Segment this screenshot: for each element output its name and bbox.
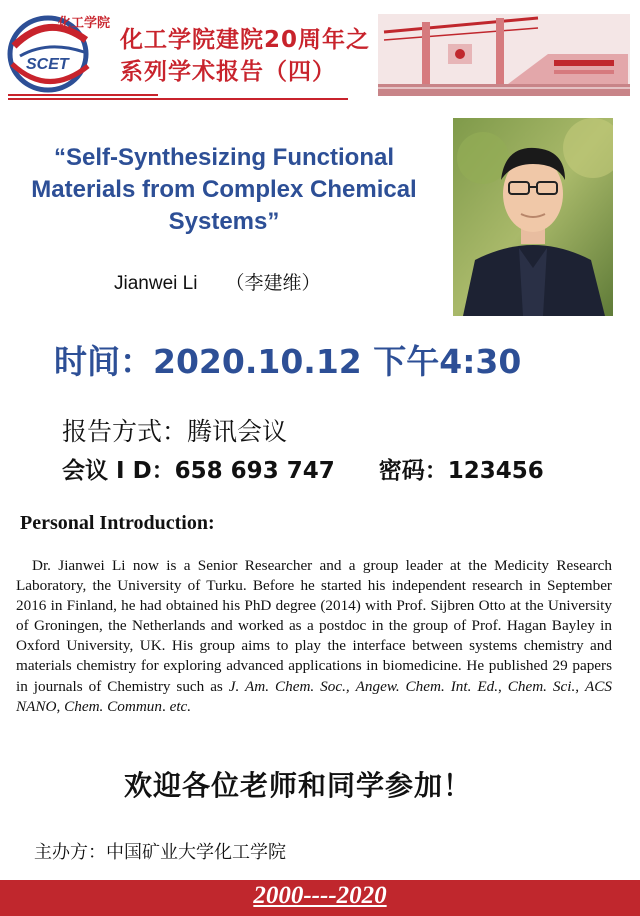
logo-abbr: SCET bbox=[26, 56, 69, 73]
campus-gate-illustration bbox=[378, 14, 630, 96]
header-title-line1: 化工学院建院20周年之 bbox=[120, 27, 371, 53]
intro-etc: etc. bbox=[169, 697, 192, 715]
speaker-name bbox=[114, 268, 320, 295]
header-divider-short bbox=[8, 94, 158, 96]
speaker-name-cn: （李建维） bbox=[225, 272, 321, 294]
meeting-info bbox=[62, 452, 544, 485]
meeting-mode: 报告方式：腾讯会议 bbox=[62, 417, 288, 446]
meeting-password: 密码：123456 bbox=[378, 458, 544, 484]
organizer: 主办方：中国矿业大学化工学院 bbox=[34, 842, 286, 863]
journal-chem-sci: Chem. Sci. bbox=[507, 677, 576, 695]
intro-heading: Personal Introduction: bbox=[20, 512, 215, 534]
logo-text: 化工学院 bbox=[58, 16, 111, 31]
journal-chem-commun: Chem. Commun bbox=[64, 697, 162, 715]
talk-time: 时间：2020.10.12 下午4:30 bbox=[54, 342, 522, 381]
talk-title bbox=[0, 142, 448, 238]
meeting-id: 会议 I D：658 693 747 bbox=[62, 458, 335, 484]
speaker-photo bbox=[453, 118, 613, 316]
intro-text: Dr. Jianwei Li now is a Senior Researcher and a group leader at the Medicity Research Laboratory, the University of Turku. Before he started his independent research in September 2016 in Finland, he had obtained his PhD degree (2014) with Prof. Sijbren Otto at the University of Groningen, the Netherlands and worked as a postdoc in the group of Prof. Hagan Bayley in Oxford University, UK. His group aims to play the interface between systems chemistry and materials chemistry for exploring advanced applications in biomedicine. He published 29 papers in journals of Chemistry such as bbox=[16, 557, 612, 695]
journal-jacs: J. Am. Chem. Soc., bbox=[228, 677, 350, 695]
journal-acs-nano: ACS NANO bbox=[16, 677, 613, 715]
poster-header bbox=[0, 0, 640, 104]
footer-years: 2000----2020 bbox=[253, 882, 387, 909]
journal-angew: Angew. Chem. Int. Ed. bbox=[355, 677, 498, 695]
intro-paragraph: Dr. Jianwei Li now is a Senior Researcher and a group leader at the Medicity Research Laboratory, the University of Turku. Before he started his independent research in September 2016 in Finland, he had obtained his PhD degree (2014) with Prof. Sijbren Otto at the University of Groningen, the Netherlands and worked as a postdoc in the group of Prof. Hagan Bayley in Oxford University, UK. His group aims to play the interface between systems chemistry and materials chemistry for exploring advanced applications in biomedicine. He published 29 papers in journals of Chemistry such as J. Am. Chem. Soc., Angew. Chem. Int. Ed., Chem. Sci., ACS NANO, Chem. Commun. etc. bbox=[16, 557, 613, 715]
speaker-name-en: Jianwei Li bbox=[114, 273, 198, 294]
header-title-line2: 系列学术报告（四） bbox=[120, 59, 336, 85]
talk-title-line2: Materials from Complex Chemical bbox=[31, 176, 417, 203]
talk-title-line1: “Self-Synthesizing Functional bbox=[53, 144, 395, 171]
talk-title-line3: Systems” bbox=[168, 208, 280, 235]
welcome-message: 欢迎各位老师和同学参加！ bbox=[123, 769, 472, 802]
header-divider bbox=[8, 98, 348, 100]
header-title bbox=[120, 24, 370, 88]
footer-banner bbox=[0, 880, 640, 916]
